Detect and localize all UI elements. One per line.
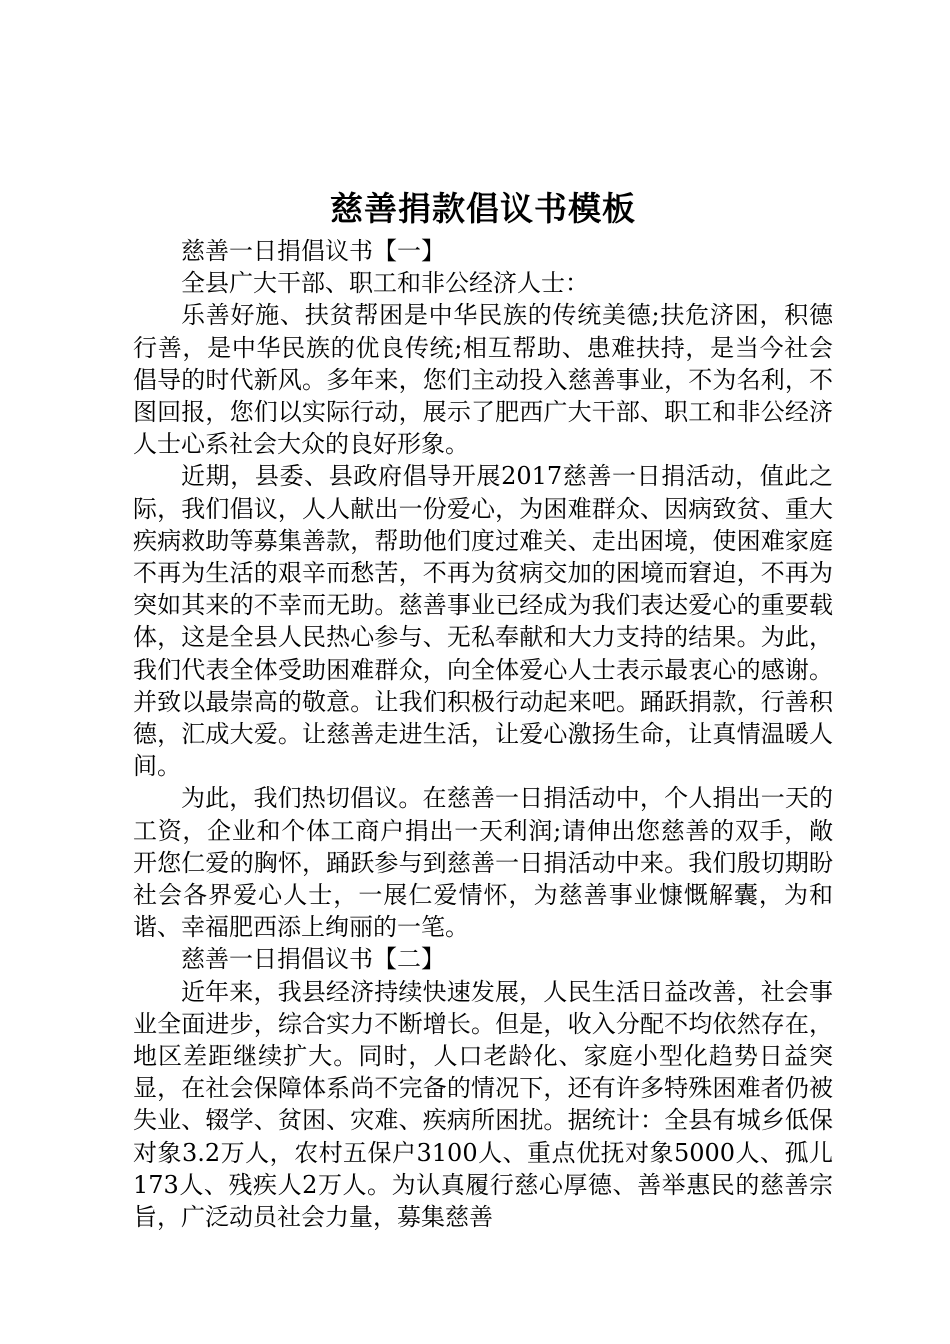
document-page	[133, 185, 833, 1233]
section-heading-2: 慈善一日捐倡议书【二】	[181, 945, 445, 974]
body-paragraph: 近年来，我县经济持续快速发展，人民生活日益改善，社会事业全面进步，综合实力不断增长。但是，收入分配不均依然存在，地区差距继续扩大。同时，人口老龄化、家庭小型化趋势日益突显，在社会保障体系尚不完备的情况下，还有许多特殊困难者仍被失业、辍学、贫困、灾难、疾病所困扰。据统计：全县有城乡低保对象3.2万人，农村五保户3100人、重点优抚对象5000人、孤儿173人、残疾人2万人。为认真履行慈心厚德、善举惠民的慈善宗旨，广泛动员社会力量，募集慈善	[133, 977, 833, 1232]
salutation: 全县广大干部、职工和非公经济人士：	[181, 269, 589, 298]
body-paragraph: 为此，我们热切倡议。在慈善一日捐活动中，个人捐出一天的工资，企业和个体工商户捐出一天利润;请伸出您慈善的双手，敞开您仁爱的胸怀，踊跃参与到慈善一日捐活动中来。我们殷切期盼社会各界爱心人士，一展仁爱情怀，为慈善事业慷慨解囊，为和谐、幸福肥西添上绚丽的一笔。	[133, 784, 833, 942]
document-title: 慈善捐款倡议书模板	[330, 189, 636, 228]
body-paragraph: 乐善好施、扶贫帮困是中华民族的传统美德;扶危济困，积德行善，是中华民族的优良传统;相互帮助、患难扶持，是当今社会倡导的时代新风。多年来，您们主动投入慈善事业，不为名利，不图回报，您们以实际行动，展示了肥西广大干部、职工和非公经济人士心系社会大众的良好形象。	[133, 301, 833, 459]
body-paragraph: 近期，县委、县政府倡导开展2017慈善一日捐活动，值此之际，我们倡议，人人献出一份爱心，为困难群众、因病致贫、重大疾病救助等募集善款，帮助他们度过难关、走出困境，使困难家庭不再为生活的艰辛而愁苦，不再为贫病交加的困境而窘迫，不再为突如其来的不幸而无助。慈善事业已经成为我们表达爱心的重要载体，这是全县人民热心参与、无私奉献和大力支持的结果。为此，我们代表全体受助困难群众，向全体爱心人士表示最衷心的感谢。并致以最崇高的敬意。让我们积极行动起来吧。踊跃捐款，行善积德，汇成大爱。让慈善走进生活，让爱心激扬生命，让真情温暖人间。	[133, 462, 833, 781]
section-heading-1: 慈善一日捐倡议书【一】	[181, 237, 445, 265]
